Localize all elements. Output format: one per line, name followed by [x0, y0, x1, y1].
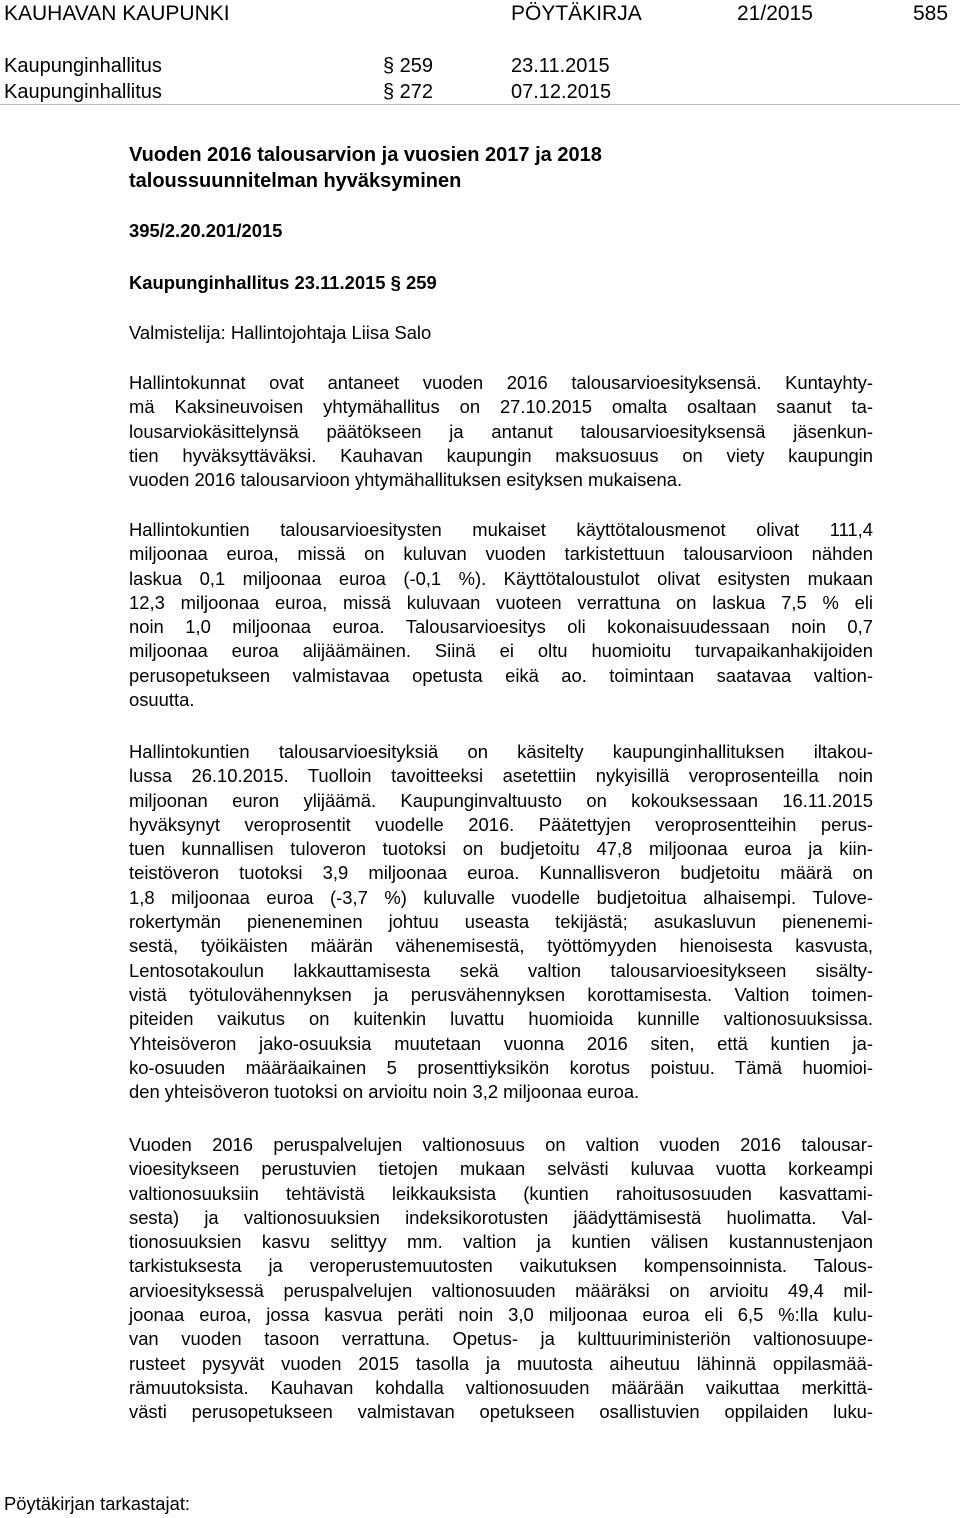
paragraph-line: teistöveron tuotoksi 3,9 miljoonaa euroa. Kunnallisveron budjetoitu määrä on: [129, 862, 873, 884]
paragraph-line: den yhteisöveron tuotoksi on arvioitu noin 3,2 miljoonaa euroa.: [129, 1081, 640, 1103]
meta-date: 07.12.2015: [511, 81, 612, 103]
paragraph-line: Hallintokuntien talousarvioesitysten mukaiset käyttötalousmenot olivat 111,4: [129, 519, 873, 540]
meta-date: 23.11.2015: [511, 55, 610, 77]
meta-body: Kaupunginhallitus: [4, 81, 162, 103]
paragraph-line: van vuoden tasoon verrattuna. Opetus- ja kulttuuriministeriön valtionosuupe-: [129, 1328, 873, 1350]
paragraph-line: vistä työtulovähennyksen ja perusvähennyksen korottamisesta. Valtion toimen-: [129, 983, 873, 1005]
meeting-reference: Kaupunginhallitus 23.11.2015 § 259: [129, 272, 437, 293]
footer-reviewers-label: Pöytäkirjan tarkastajat:: [4, 1493, 191, 1514]
paragraph-line: rämuutoksista. Kauhavan kohdalla valtionosuuden määrään vaikuttaa merkittä-: [129, 1376, 873, 1398]
paragraph-line: hyväksynyt veroprosentit vuodelle 2016. Päätettyjen veroprosentteihin perus-: [129, 813, 873, 835]
diary-number: 395/2.20.201/2015: [129, 220, 283, 241]
meta-body: Kaupunginhallitus: [4, 55, 162, 77]
organization-name: KAUHAVAN KAUPUNKI: [4, 2, 230, 25]
paragraph-line: tuen kunnallisen tuloveron tuotoksi on budjetoitu 47,8 miljoonaa euroa ja kiin-: [129, 838, 873, 860]
paragraph-line: Lentosotakoulun lakkauttamisesta sekä valtion talousarvioesitykseen sisälty-: [129, 959, 873, 981]
paragraph-line: perusopetukseen valmistavaa opetusta eikä ao. toimintaan saatavaa valtion-: [129, 664, 873, 686]
paragraph-line: laskua 0,1 miljoonaa euroa (-0,1 %). Käyttötaloustulot olivat esitysten mukaan: [129, 567, 873, 589]
paragraph-line: osuutta.: [129, 689, 195, 711]
document-title: [129, 142, 829, 194]
paragraph-line: 1,8 miljoonaa euroa (-3,7 %) kuluvalle vuodelle budjetoitua alhaisempi. Tulove-: [129, 886, 873, 908]
header-divider: [0, 104, 960, 105]
paragraph-line: Vuoden 2016 peruspalvelujen valtionosuus on valtion vuoden 2016 talousar-: [129, 1134, 873, 1155]
paragraph-line: lousarviokäsittelynsä päätökseen ja antanut talousarvioesityksensä jäsenkun-: [129, 420, 873, 442]
title-line: Vuoden 2016 talousarvion ja vuosien 2017 ja 2018: [129, 144, 602, 166]
paragraph-line: vuoden 2016 talousarvioon yhtymähallituksen esityksen mukaisena.: [129, 469, 683, 491]
paragraph: [129, 1133, 873, 1425]
paragraph-line: västi perusopetukseen valmistavan opetukseen osallistuvien oppilaiden luku-: [129, 1401, 873, 1423]
paragraph-line: valtionosuuksiin tehtävistä leikkauksista (kuntien rahoitusosuuden kasvattami-: [129, 1182, 873, 1204]
paragraph-line: ko-osuuden määräaikainen 5 prosenttiyksikön korotus poistuu. Tämä huomioi-: [129, 1056, 873, 1078]
meta-section: § 272: [383, 81, 434, 103]
paragraph-line: rusteet pysyvät vuoden 2015 tasolla ja muutosta aiheutuu lähinnä oppilasmää-: [129, 1352, 873, 1374]
paragraph-line: rokertymän pieneneminen johtuu useasta tekijästä; asukasluvun pienenemi-: [129, 911, 873, 933]
paragraph-line: tarkistuksesta ja veroperustemuutosten vaikutuksen kompensoinnista. Talous-: [129, 1255, 873, 1277]
paragraph-line: arvioesityksessä peruspalvelujen valtionosuuden määräksi on arvioitu 49,4 mil-: [129, 1279, 873, 1301]
paragraph-line: mä Kaksineuvoisen yhtymähallitus on 27.10.2015 omalta osaltaan saanut ta-: [129, 396, 873, 418]
paragraph: [129, 740, 873, 1104]
paragraph-line: Hallintokunnat ovat antaneet vuoden 2016 talousarvioesityksensä. Kuntayhty-: [129, 372, 873, 393]
paragraph-line: joonaa euroa, jossa kasvua peräti noin 3,0 miljoonaa euroa eli 6,5 %:lla kulu-: [129, 1304, 873, 1326]
paragraph-line: tien hyväksyttäväksi. Kauhavan kaupungin maksuosuus on viety kaupungin: [129, 444, 873, 466]
paragraph-line: miljoonaa euroa alijäämäinen. Siinä ei oltu huomioitu turvapaikanhakijoiden: [129, 640, 873, 662]
document-number: 21/2015: [737, 2, 813, 25]
paragraph-line: vioesitykseen perustuvien tietojen mukaan selvästi kuluvaa vuotta korkeampi: [129, 1158, 873, 1180]
paragraph-line: tionosuuksien kasvu selittyy mm. valtion ja kuntien välisen kustannustenjaon: [129, 1231, 873, 1253]
paragraph-line: noin 1,0 miljoonaa euroa. Talousarvioesitys oli kokonaisuudessaan noin 0,7: [129, 616, 873, 638]
title-line: taloussuunnitelman hyväksyminen: [129, 170, 462, 192]
paragraph-line: lussa 26.10.2015. Tuolloin tavoitteeksi asetettiin nykyisillä veroprosenteilla noin: [129, 765, 873, 787]
paragraph-line: sesta) ja valtionosuuksien indeksikorotusten jäädyttämisestä huolimatta. Val-: [129, 1206, 873, 1228]
paragraph: [129, 371, 873, 492]
paragraph: [129, 518, 873, 712]
page-number: 585: [913, 2, 949, 25]
meta-section: § 259: [383, 55, 434, 77]
paragraph-line: sestä, työikäisten määrän vähenemisestä, työttömyyden hienoisesta kasvusta,: [129, 935, 873, 957]
paragraph-line: miljoonan euron ylijäämä. Kaupunginvaltuusto on kokouksessaan 16.11.2015: [129, 789, 873, 811]
paragraph-line: Hallintokuntien talousarvioesityksiä on käsitelty kaupunginhallituksen iltakou-: [129, 741, 873, 762]
paragraph-line: miljoonaa euroa, missä on kuluvan vuoden tarkistettuun talousarvioon nähden: [129, 543, 873, 565]
paragraph-line: 12,3 miljoonaa euroa, missä kuluvaan vuoteen verrattuna on laskua 7,5 % eli: [129, 591, 873, 613]
document-type: PÖYTÄKIRJA: [511, 2, 642, 25]
preparer-line: Valmistelija: Hallintojohtaja Liisa Salo: [129, 322, 432, 343]
paragraph-line: piteiden vaikutus on kuitenkin luvattu huomioida kunnille valtionosuuksissa.: [129, 1008, 873, 1030]
paragraph-line: Yhteisöveron jako-osuuksia muutetaan vuonna 2016 siten, että kuntien ja-: [129, 1032, 873, 1054]
